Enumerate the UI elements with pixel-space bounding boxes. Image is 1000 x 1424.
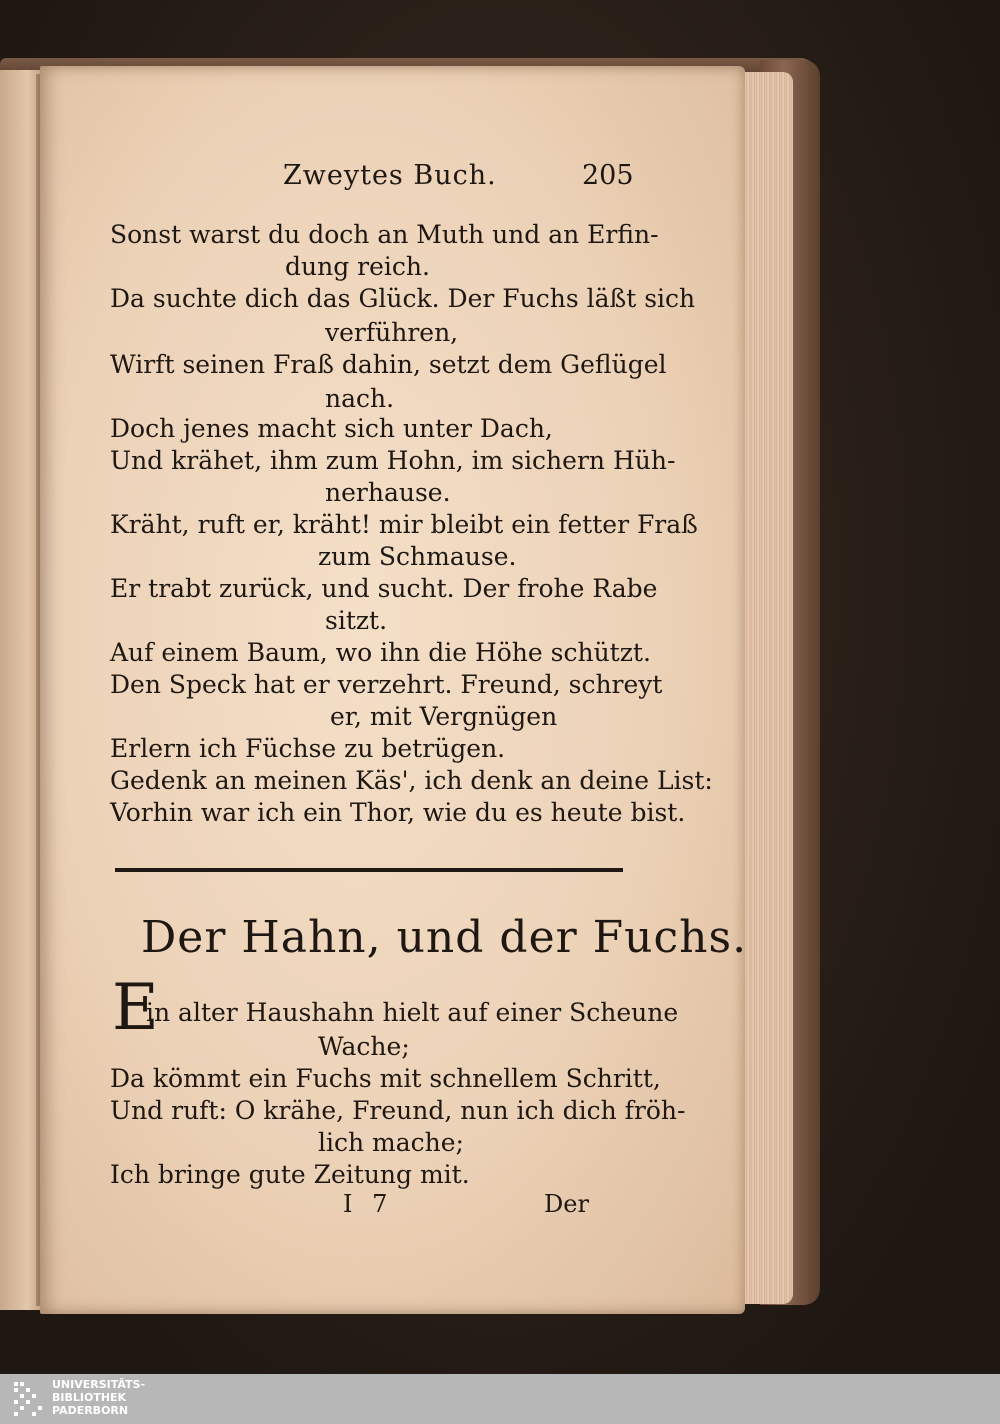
verse-line: Und ruft: O krähe, Freund, nun ich dich fröh- — [110, 1096, 686, 1125]
catchword: Der — [544, 1190, 589, 1218]
verse-line: Und krähet, ihm zum Hohn, im sichern Hüh- — [110, 446, 676, 475]
verse-line: nerhause. — [325, 478, 451, 507]
verse-line: Sonst warst du doch an Muth und an Erfin- — [110, 220, 659, 249]
verse-line: Da suchte dich das Glück. Der Fuchs läßt sich — [110, 284, 696, 313]
verse-line: Er trabt zurück, und sucht. Der frohe Rabe — [110, 574, 658, 603]
verse-line: er, mit Vergnügen — [330, 702, 558, 731]
verse-line: Kräht, ruft er, kräht! mir bleibt ein fetter Fraß — [110, 510, 698, 539]
verse-line: Wache; — [318, 1032, 410, 1061]
library-name-line: PADERBORN — [52, 1404, 129, 1417]
verse-line: lich mache; — [318, 1128, 464, 1157]
verse-line: zum Schmause. — [318, 542, 517, 571]
drop-cap-initial: E — [112, 971, 159, 1045]
verse-line: nach. — [325, 384, 395, 413]
verse-line: Gedenk an meinen Käs', ich denk an deine List: — [110, 766, 713, 795]
library-logo-icon — [12, 1380, 46, 1418]
verse-line: Auf einem Baum, wo ihn die Höhe schützt. — [110, 638, 651, 667]
page-number: 205 — [582, 160, 634, 191]
running-title: Zweytes Buch. — [283, 160, 497, 191]
verse-line: Vorhin war ich ein Thor, wie du es heute bist. — [110, 798, 686, 827]
verse-line: Wirft seinen Fraß dahin, setzt dem Geflügel — [110, 350, 667, 379]
library-badge — [0, 1374, 1000, 1424]
library-name — [52, 1378, 145, 1417]
signature-mark: I 7 — [343, 1190, 394, 1218]
verse-line: dung reich. — [285, 252, 430, 281]
verse-line: in alter Haushahn hielt auf einer Scheune — [146, 998, 679, 1027]
verse-line: sitzt. — [325, 606, 388, 635]
library-name-line: UNIVERSITÄTS- — [52, 1378, 146, 1391]
section-divider-rule — [115, 868, 623, 872]
verse-line: Doch jenes macht sich unter Dach, — [110, 414, 553, 443]
verse-line: Erlern ich Füchse zu betrügen. — [110, 734, 506, 763]
fable-title: Der Hahn, und der Fuchs. — [141, 912, 748, 963]
library-name-line: BIBLIOTHEK — [52, 1391, 127, 1404]
verse-line: verführen, — [325, 318, 459, 347]
verse-line: Ich bringe gute Zeitung mit. — [110, 1160, 470, 1189]
verse-line: Den Speck hat er verzehrt. Freund, schreyt — [110, 670, 663, 699]
verse-line: Da kömmt ein Fuchs mit schnellem Schritt, — [110, 1064, 661, 1093]
